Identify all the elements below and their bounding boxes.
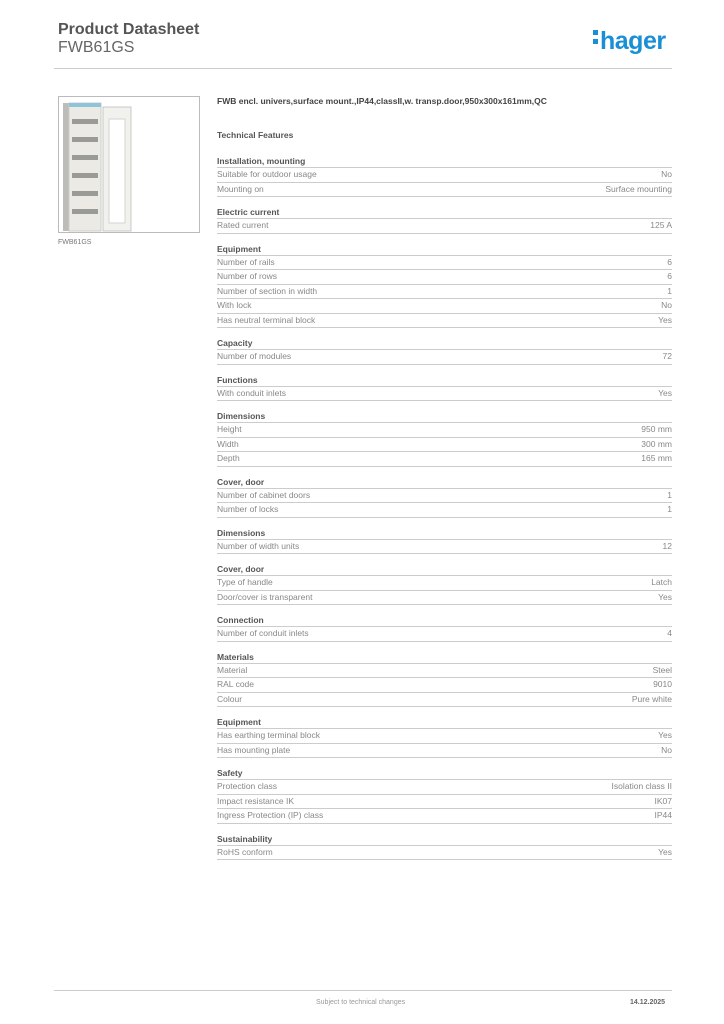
feature-value: 4	[667, 628, 672, 638]
feature-section	[217, 767, 672, 824]
feature-label: Height	[217, 424, 242, 434]
table-row	[217, 693, 672, 708]
table-row	[217, 314, 672, 329]
feature-value: 12	[662, 540, 672, 551]
table-row	[217, 387, 672, 402]
feature-section	[217, 243, 672, 329]
feature-label: Impact resistance IK	[217, 795, 295, 806]
feature-label: Protection class	[217, 781, 277, 791]
feature-label: Number of rails	[217, 256, 275, 267]
section-heading: Electric current	[217, 206, 672, 219]
table-row	[217, 438, 672, 453]
feature-label: Number of rows	[217, 271, 277, 281]
feature-value: Yes	[658, 846, 672, 857]
table-row	[217, 780, 672, 795]
section-heading: Connection	[217, 614, 672, 627]
feature-section	[217, 651, 672, 708]
logo-colon-icon	[593, 26, 599, 48]
table-row	[217, 678, 672, 693]
table-row	[217, 285, 672, 300]
feature-label: Suitable for outdoor usage	[217, 169, 317, 179]
feature-value: 1	[667, 504, 672, 514]
feature-label: Number of conduit inlets	[217, 628, 309, 638]
section-heading: Safety	[217, 767, 672, 780]
section-heading: Cover, door	[217, 476, 672, 489]
table-row	[217, 795, 672, 810]
feature-value: 165 mm	[641, 453, 672, 463]
table-row	[217, 270, 672, 285]
feature-value: 125 A	[650, 220, 672, 230]
feature-value: IK07	[654, 795, 672, 806]
feature-section	[217, 206, 672, 234]
feature-value: Yes	[658, 314, 672, 325]
feature-label: Depth	[217, 453, 240, 463]
feature-value: Isolation class II	[611, 781, 672, 791]
feature-label: Type of handle	[217, 577, 273, 587]
feature-label: Has mounting plate	[217, 744, 291, 755]
table-row	[217, 350, 672, 365]
feature-section	[217, 155, 672, 197]
feature-value: IP44	[654, 810, 672, 820]
table-row	[217, 576, 672, 591]
table-row	[217, 423, 672, 438]
hager-logo	[593, 27, 666, 56]
feature-value: 950 mm	[641, 424, 672, 434]
feature-label: Number of section in width	[217, 285, 318, 296]
feature-label: Number of cabinet doors	[217, 489, 311, 500]
feature-label: Ingress Protection (IP) class	[217, 810, 324, 820]
section-heading: Dimensions	[217, 410, 672, 423]
feature-label: Colour	[217, 693, 243, 704]
section-heading: Sustainability	[217, 833, 672, 846]
feature-value: 72	[662, 351, 672, 361]
table-row	[217, 168, 672, 183]
feature-section	[217, 614, 672, 642]
image-caption: FWB61GS	[58, 239, 92, 246]
table-row	[217, 503, 672, 518]
feature-label: Rated current	[217, 220, 269, 230]
feature-section	[217, 410, 672, 467]
features-table	[217, 155, 672, 869]
feature-section	[217, 476, 672, 518]
section-heading: Equipment	[217, 243, 672, 256]
section-heading: Materials	[217, 651, 672, 664]
table-row	[217, 664, 672, 679]
feature-value: 1	[667, 489, 672, 500]
footer-divider	[54, 990, 672, 991]
product-code: FWB61GS	[58, 39, 135, 56]
product-description: FWB encl. univers,surface mount.,IP44,classII,w. transp.door,950x300x161mm,QC	[217, 96, 547, 106]
feature-label: Mounting on	[217, 183, 264, 194]
table-row	[217, 627, 672, 642]
feature-value: Yes	[658, 387, 672, 398]
feature-value: No	[661, 300, 672, 310]
feature-value: 6	[667, 256, 672, 267]
feature-label: RoHS conform	[217, 846, 273, 857]
feature-label: Number of width units	[217, 540, 300, 551]
feature-value: Surface mounting	[605, 183, 672, 194]
product-image	[58, 96, 200, 233]
feature-label: Number of modules	[217, 351, 292, 361]
feature-value: Yes	[658, 591, 672, 602]
table-row	[217, 489, 672, 504]
feature-section	[217, 527, 672, 555]
feature-label: Door/cover is transparent	[217, 591, 313, 602]
table-row	[217, 183, 672, 198]
feature-section	[217, 833, 672, 861]
feature-value: 9010	[653, 679, 672, 689]
footer-date: 14.12.2025	[630, 999, 666, 1006]
table-row	[217, 299, 672, 314]
technical-features-heading: Technical Features	[217, 130, 294, 140]
header-divider	[54, 68, 672, 69]
section-heading: Equipment	[217, 716, 672, 729]
feature-label: Has earthing terminal block	[217, 730, 320, 740]
table-row	[217, 846, 672, 861]
feature-value: No	[661, 744, 672, 755]
section-heading: Dimensions	[217, 527, 672, 540]
feature-label: RAL code	[217, 679, 255, 689]
table-row	[217, 256, 672, 271]
feature-label: Material	[217, 664, 248, 675]
feature-value: 6	[667, 271, 672, 281]
feature-label: Number of locks	[217, 504, 279, 514]
feature-label: With lock	[217, 300, 252, 310]
section-heading: Installation, mounting	[217, 155, 672, 168]
section-heading: Functions	[217, 374, 672, 387]
table-row	[217, 809, 672, 824]
feature-label: Width	[217, 438, 239, 449]
feature-section	[217, 337, 672, 365]
section-heading: Cover, door	[217, 563, 672, 576]
section-heading: Capacity	[217, 337, 672, 350]
feature-value: 300 mm	[641, 438, 672, 449]
page-title: Product Datasheet	[58, 21, 200, 38]
feature-label: With conduit inlets	[217, 387, 286, 398]
table-row	[217, 219, 672, 234]
feature-value: Pure white	[631, 693, 672, 704]
logo-text: hager	[600, 27, 666, 55]
feature-section	[217, 563, 672, 605]
table-row	[217, 452, 672, 467]
feature-label: Has neutral terminal block	[217, 314, 316, 325]
feature-value: Steel	[652, 664, 672, 675]
feature-value: Yes	[658, 730, 672, 740]
enclosure-image-icon	[59, 97, 199, 232]
table-row	[217, 744, 672, 759]
table-row	[217, 729, 672, 744]
feature-value: 1	[667, 285, 672, 296]
table-row	[217, 540, 672, 555]
footer-note: Subject to technical changes	[316, 999, 406, 1006]
feature-section	[217, 716, 672, 758]
feature-value: Latch	[651, 577, 672, 587]
feature-value: No	[661, 169, 672, 179]
table-row	[217, 591, 672, 606]
feature-section	[217, 374, 672, 402]
